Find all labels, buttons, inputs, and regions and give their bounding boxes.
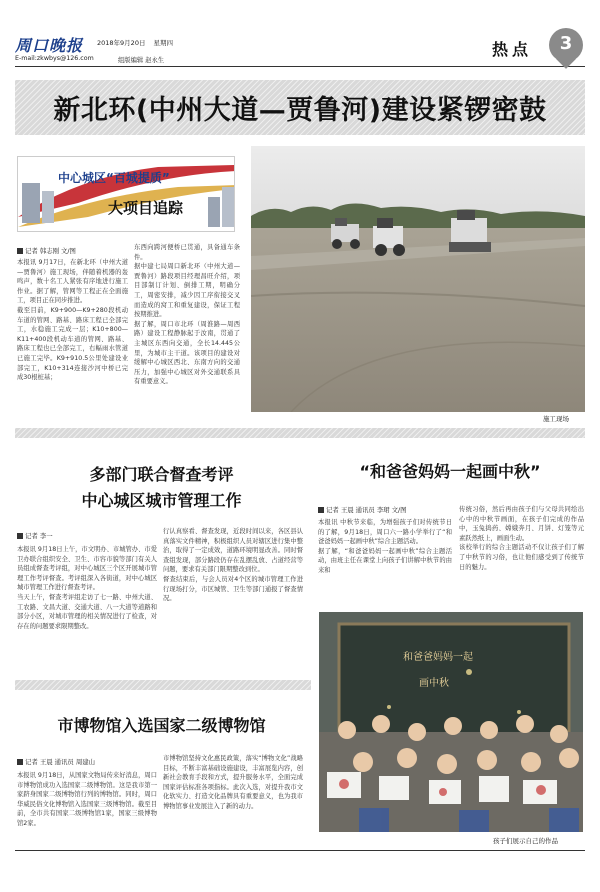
article2-body-col2: 行认真察看、督查发现，近段时间以来，各区县认真落实文件精神，积极组织人员对辖区进行集中整治，取得了一定成效，道路环境明显改善。同时督查组发现，部分路段仍存在乱摆乱放、占道经营等问题，要求有关部门限期整改到位。 督查结束后，与会人员对4个区的城市管理工作进行现场打分，市区城管、卫生等部门通报了督查情况。	[163, 528, 303, 603]
classroom-photo	[319, 612, 583, 832]
article3-body-col2: 市博物馆坚持文化惠民政策，落实“博物文化”战略目标，不断丰富基础设施建设，丰富展览内容，创新社会教育手段和方式，提升服务水平，全面完成国家评估标准各项指标。此次入选，对提升我市文化软实力、打造文化品牌具有重要意义，也为我市博物馆事业发展注入了新的动力。	[163, 755, 303, 810]
construction-photo-graphic	[251, 146, 585, 412]
article2-headline-line1: 多部门联合督查考评	[89, 465, 234, 484]
article4-body-col2: 传统习俗，然后再由孩子们与父母共同绘出心中的中秋节画面，在孩子们完成的作品中，玉兔捣药、嫦娥奔月、月饼、灯笼等元素跃然纸上，画面生动。 该校举行的综合主题活动不仅让孩子们了解了中秋节的习俗，也让他们感受到了传统节日的魅力。	[459, 506, 584, 571]
divider-band-1	[15, 428, 585, 438]
construction-photo-caption: 施工现场	[543, 415, 569, 423]
byline-square-icon	[17, 248, 23, 254]
article4-headline: “和爸爸妈妈一起画中秋”	[359, 462, 541, 481]
article3-byline-text: 记者 王晨 通讯员 周建山	[25, 758, 95, 766]
byline-square-icon	[17, 533, 23, 539]
newspaper-logo: 周口晚报	[15, 36, 84, 55]
section-title: 热点	[492, 40, 533, 59]
project-tracking-banner	[17, 156, 235, 232]
divider-band-2	[15, 680, 311, 690]
lead-body-col2: 东西向跨河便桥已贯通，具备通车条件。 据中建七局周口新北环（中州大道—贾鲁河）路段项目经理昌旺介绍，项目部制订计划、倒排工期，明确分工，周密安排，减少因工序衔接交叉而造成的窝工和重复建设，保证工程按期推进。 据了解，周口市北环（周淮路—周西路）建设工程静脉起于汝南，贯通了主城区东西向交通，全长14.445公里，为城市主干道。该项目的建设对缓解中心城区西北、东南方向的交通压力，加强中心城区对外交通联系具有重要意义。	[134, 244, 240, 386]
blackboard-text-line2: 画中秋	[419, 678, 449, 689]
article2-byline-text: 记者 李一	[25, 532, 53, 540]
masthead	[0, 0, 600, 72]
classroom-photo-caption: 孩子们展示自己的作品	[493, 837, 558, 845]
issue-weekday: 星期四	[153, 39, 174, 47]
page-number: 3	[559, 33, 573, 54]
byline-square-icon	[318, 507, 324, 513]
article4-byline	[318, 505, 407, 514]
lead-headline: 新北环(中州大道—贾鲁河)建设紧锣密鼓	[53, 95, 547, 126]
blackboard-text-line1: 和爸爸妈妈一起	[403, 652, 473, 663]
lead-body-col1: 本报讯 9月17日，在新北环（中州大道—贾鲁河）施工现场，伴随着机器的轰鸣声，数十名工人紧张有序地进行施工作业。据了解，管网等工程正在全面施工，项目正在同步推进。 截至目前，K9+900—K9+280段机动车道的管网、路基、路床工程已全部完工，水稳施工完成一层；K10+800—K11+400段机动车道的管网、路基、路床工程也已全部完工，右幅雨水管道已施工完毕。K9+910.5公里处建设业部完工，K10+314连接沙河中桥已完成30根桩基；	[17, 259, 128, 382]
masthead-date	[97, 38, 173, 47]
page-number-badge	[549, 28, 583, 62]
article3-body-col1: 本报讯 9月18日，从国家文物局传来好消息，周口市博物馆成功入选国家二级博物馆。这是我市第一家跻身国家二级博物馆行列的博物馆。同时，周口华威民俗文化博物馆入选国家三级博物馆。截至目前，全市共有国家二级博物馆1家，国家三级博物馆2家。	[17, 772, 157, 827]
banner-line-1: 中心城区“百城提质”	[58, 171, 170, 185]
lead-byline	[17, 246, 76, 255]
article3-byline	[17, 757, 95, 766]
classroom-photo-graphic	[319, 612, 583, 832]
article4-body-col1: 本报讯 中秋节来临，为增强孩子们对传统节日的了解，9月18日，周口六一路小学举行了“和爸爸妈妈一起画中秋”综合主题活动。 据了解，“和爸爸妈妈一起画中秋”综合主题活动，由班主任在课堂上向孩子们讲解中秋节的由来和	[318, 519, 452, 574]
byline-square-icon	[17, 759, 23, 765]
page-bottom-rule	[15, 850, 585, 851]
article4-byline-text: 记者 王晨 通讯员 李珺 文/图	[326, 506, 407, 514]
article2-body-col1: 本报讯 9月18日上午，市文明办、市城管办、市爱卫办联合组织安全、卫生、市容市貌等部门有关人员组成督查考评组，对中心城区三个区开展城市管理工作考评督查。考评组深入各街道，对中心城区城市管理工作进行督查考评。 当天上午，督查考评组走访了七一路、中州大道、工农路、文昌大道、交通大道、八一大道等道路和部分小区，对城市管理的相关情况进行了检查，对存在的问题要求限期整改。	[17, 546, 157, 630]
article2-byline	[17, 531, 53, 540]
masthead-email: E-mail:zkwbys@126.com	[15, 55, 94, 62]
construction-photo	[251, 146, 585, 412]
banner-line-2: 大项目追踪	[108, 199, 184, 217]
masthead-rule	[15, 66, 585, 67]
lead-byline-text: 记者 韩志刚 文/图	[25, 247, 76, 255]
issue-date: 2018年9月20日	[97, 39, 146, 47]
article3-headline: 市博物馆入选国家二级博物馆	[57, 716, 266, 735]
article2-headline-line2: 中心城区城市管理工作	[81, 491, 242, 510]
masthead-editor: 组版编辑 赵永生	[118, 57, 165, 64]
